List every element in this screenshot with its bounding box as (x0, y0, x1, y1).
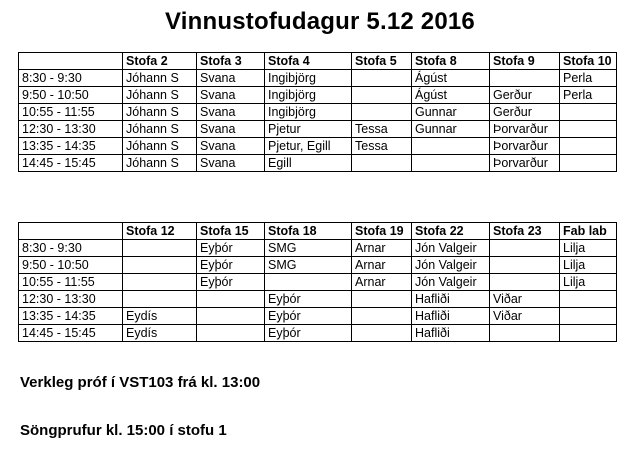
header-cell: Stofa 23 (490, 223, 560, 240)
table-cell: Tessa (352, 138, 412, 155)
header-cell (19, 53, 123, 70)
table-cell (123, 291, 197, 308)
table-cell (412, 155, 490, 172)
table-cell (560, 138, 617, 155)
table-cell (490, 240, 560, 257)
table-cell: Eydís (123, 308, 197, 325)
table-cell: Jóhann S (123, 70, 197, 87)
table-cell: Eydís (123, 325, 197, 342)
table-cell (123, 274, 197, 291)
table-row (19, 121, 617, 138)
table-cell (352, 291, 412, 308)
table-cell: Arnar (352, 240, 412, 257)
table-cell: Arnar (352, 274, 412, 291)
table-cell (560, 104, 617, 121)
table-cell: Jóhann S (123, 87, 197, 104)
table-cell (412, 138, 490, 155)
table-cell (490, 325, 560, 342)
table-cell (560, 121, 617, 138)
header-cell: Stofa 8 (412, 53, 490, 70)
header-cell: Stofa 15 (197, 223, 265, 240)
time-cell: 10:55 - 11:55 (19, 104, 123, 121)
table-cell (197, 325, 265, 342)
time-cell: 12:30 - 13:30 (19, 291, 123, 308)
table-cell: Svana (197, 138, 265, 155)
table-cell (490, 274, 560, 291)
time-cell: 8:30 - 9:30 (19, 240, 123, 257)
table-cell (352, 325, 412, 342)
table-cell: Gunnar (412, 121, 490, 138)
time-cell: 10:55 - 11:55 (19, 274, 123, 291)
table-cell: Jóhann S (123, 121, 197, 138)
table-cell: SMG (265, 240, 352, 257)
header-cell: Stofa 18 (265, 223, 352, 240)
header-cell: Stofa 22 (412, 223, 490, 240)
table-header-row (19, 223, 617, 240)
table-cell (352, 308, 412, 325)
table-cell (560, 308, 617, 325)
table-cell (123, 240, 197, 257)
table-row (19, 257, 617, 274)
table-cell: Svana (197, 121, 265, 138)
table-cell: Hafliði (412, 325, 490, 342)
table-row (19, 274, 617, 291)
table-cell: Jón Valgeir (412, 274, 490, 291)
time-cell: 8:30 - 9:30 (19, 70, 123, 87)
table-cell: Pjetur (265, 121, 352, 138)
header-cell: Stofa 9 (490, 53, 560, 70)
table-cell: Viðar (490, 291, 560, 308)
table-row (19, 291, 617, 308)
table-row (19, 87, 617, 104)
table-cell: Jóhann S (123, 104, 197, 121)
header-cell: Fab lab (560, 223, 617, 240)
table-cell: Þorvarður (490, 138, 560, 155)
table-cell: Svana (197, 70, 265, 87)
header-cell: Stofa 5 (352, 53, 412, 70)
time-cell: 9:50 - 10:50 (19, 87, 123, 104)
schedule-table-1 (18, 52, 617, 172)
table-cell: Hafliði (412, 308, 490, 325)
table-cell: Eyþór (197, 257, 265, 274)
table-cell: Þorvarður (490, 121, 560, 138)
table-row (19, 240, 617, 257)
table-cell (560, 155, 617, 172)
table-row (19, 155, 617, 172)
table-cell: Ágúst (412, 87, 490, 104)
table-cell (265, 274, 352, 291)
table-cell: Ingibjörg (265, 87, 352, 104)
header-cell: Stofa 4 (265, 53, 352, 70)
table-cell: Eyþór (265, 308, 352, 325)
table-header-row (19, 53, 617, 70)
exam-note: Verkleg próf í VST103 frá kl. 13:00 (20, 374, 261, 391)
table-cell: Jón Valgeir (412, 240, 490, 257)
table-cell (352, 155, 412, 172)
time-cell: 9:50 - 10:50 (19, 257, 123, 274)
time-cell: 14:45 - 15:45 (19, 155, 123, 172)
table-cell: Þorvarður (490, 155, 560, 172)
table-cell (352, 87, 412, 104)
table-cell: Svana (197, 155, 265, 172)
table-cell (490, 70, 560, 87)
table-cell: Hafliði (412, 291, 490, 308)
table-cell: Egill (265, 155, 352, 172)
header-cell (19, 223, 123, 240)
table-cell: Jóhann S (123, 155, 197, 172)
table-row (19, 325, 617, 342)
table-cell (352, 104, 412, 121)
header-cell: Stofa 19 (352, 223, 412, 240)
table-cell: Eyþór (265, 291, 352, 308)
table-cell (490, 257, 560, 274)
table-cell: Svana (197, 104, 265, 121)
table-cell: Gerður (490, 87, 560, 104)
time-cell: 13:35 - 14:35 (19, 138, 123, 155)
table-cell: Perla (560, 87, 617, 104)
page-title: Vinnustofudagur 5.12 2016 (165, 8, 475, 35)
table-cell (560, 325, 617, 342)
table-cell: Svana (197, 87, 265, 104)
table-cell: Viðar (490, 308, 560, 325)
table-cell (197, 308, 265, 325)
table-cell: Lilja (560, 240, 617, 257)
table-cell: Ágúst (412, 70, 490, 87)
table-cell: Eyþór (265, 325, 352, 342)
table-row (19, 104, 617, 121)
table-cell: Tessa (352, 121, 412, 138)
header-cell: Stofa 3 (197, 53, 265, 70)
table-cell: Pjetur, Egill (265, 138, 352, 155)
table-cell (560, 291, 617, 308)
table-cell: Jóhann S (123, 138, 197, 155)
table-cell: Ingibjörg (265, 70, 352, 87)
table-cell: Lilja (560, 274, 617, 291)
table-row (19, 308, 617, 325)
schedule-table-2 (18, 222, 617, 342)
table-cell: Arnar (352, 257, 412, 274)
time-cell: 12:30 - 13:30 (19, 121, 123, 138)
table-cell: Perla (560, 70, 617, 87)
table-cell: Lilja (560, 257, 617, 274)
table-cell (197, 291, 265, 308)
table-cell: Gunnar (412, 104, 490, 121)
table-row (19, 70, 617, 87)
header-cell: Stofa 2 (123, 53, 197, 70)
table-row (19, 138, 617, 155)
table-cell: Eyþór (197, 240, 265, 257)
table-cell: Ingibjörg (265, 104, 352, 121)
table-cell: Jón Valgeir (412, 257, 490, 274)
header-cell: Stofa 12 (123, 223, 197, 240)
table-cell: SMG (265, 257, 352, 274)
header-cell: Stofa 10 (560, 53, 617, 70)
time-cell: 13:35 - 14:35 (19, 308, 123, 325)
audition-note: Söngprufur kl. 15:00 í stofu 1 (20, 422, 227, 439)
time-cell: 14:45 - 15:45 (19, 325, 123, 342)
table-cell: Gerður (490, 104, 560, 121)
table-cell (352, 70, 412, 87)
table-cell (123, 257, 197, 274)
table-cell: Eyþór (197, 274, 265, 291)
